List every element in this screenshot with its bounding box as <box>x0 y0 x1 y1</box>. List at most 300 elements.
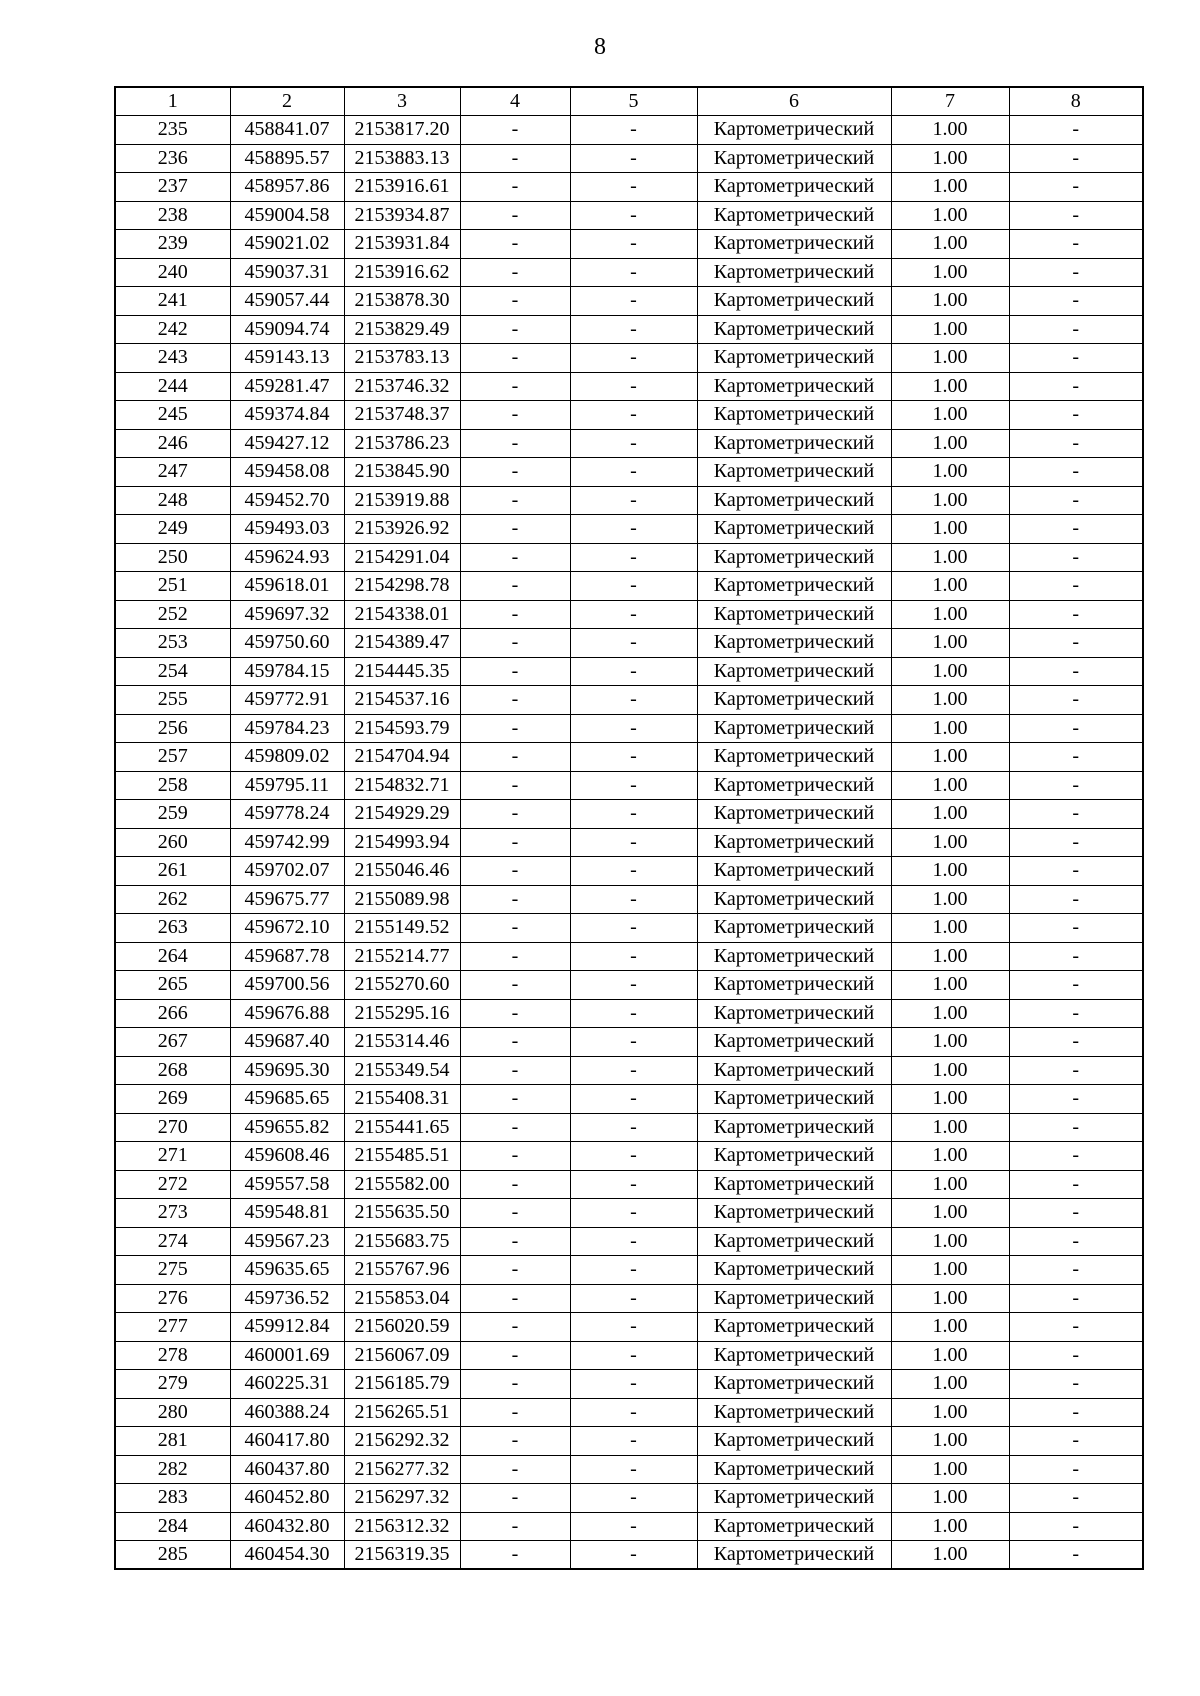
x-coordinate-cell: 460225.31 <box>230 1370 344 1399</box>
accuracy-cell: 1.00 <box>891 657 1009 686</box>
col8-cell: - <box>1009 1398 1143 1427</box>
col4-cell: - <box>460 629 570 658</box>
method-cell: Картометрический <box>697 1541 891 1570</box>
y-coordinate-cell: 2153931.84 <box>344 230 460 259</box>
col5-cell: - <box>570 629 697 658</box>
method-cell: Картометрический <box>697 401 891 430</box>
method-cell: Картометрический <box>697 429 891 458</box>
point-number-cell: 243 <box>115 344 230 373</box>
table-row <box>115 743 1143 772</box>
method-cell: Картометрический <box>697 1085 891 1114</box>
y-coordinate-cell: 2153746.32 <box>344 372 460 401</box>
x-coordinate-cell: 459742.99 <box>230 828 344 857</box>
method-cell: Картометрический <box>697 771 891 800</box>
accuracy-cell: 1.00 <box>891 1056 1009 1085</box>
table-row <box>115 999 1143 1028</box>
col5-cell: - <box>570 1256 697 1285</box>
x-coordinate-cell: 459624.93 <box>230 543 344 572</box>
col5-cell: - <box>570 914 697 943</box>
point-number-cell: 252 <box>115 600 230 629</box>
table-row <box>115 1370 1143 1399</box>
col8-cell: - <box>1009 771 1143 800</box>
table-row <box>115 144 1143 173</box>
col5-cell: - <box>570 1142 697 1171</box>
y-coordinate-cell: 2156319.35 <box>344 1541 460 1570</box>
x-coordinate-cell: 459702.07 <box>230 857 344 886</box>
table-row <box>115 1113 1143 1142</box>
table-header-row <box>115 87 1143 116</box>
method-cell: Картометрический <box>697 1284 891 1313</box>
col4-cell: - <box>460 1398 570 1427</box>
col4-cell: - <box>460 1170 570 1199</box>
x-coordinate-cell: 458841.07 <box>230 116 344 145</box>
accuracy-cell: 1.00 <box>891 1370 1009 1399</box>
col5-cell: - <box>570 743 697 772</box>
col5-cell: - <box>570 971 697 1000</box>
point-number-cell: 236 <box>115 144 230 173</box>
col8-cell: - <box>1009 1541 1143 1570</box>
col8-cell: - <box>1009 116 1143 145</box>
col5-cell: - <box>570 572 697 601</box>
col5-cell: - <box>570 1056 697 1085</box>
col8-cell: - <box>1009 287 1143 316</box>
col5-cell: - <box>570 401 697 430</box>
table-row <box>115 714 1143 743</box>
x-coordinate-cell: 459695.30 <box>230 1056 344 1085</box>
method-cell: Картометрический <box>697 173 891 202</box>
accuracy-cell: 1.00 <box>891 999 1009 1028</box>
y-coordinate-cell: 2154993.94 <box>344 828 460 857</box>
col8-cell: - <box>1009 515 1143 544</box>
col5-cell: - <box>570 999 697 1028</box>
x-coordinate-cell: 459784.15 <box>230 657 344 686</box>
col4-cell: - <box>460 1370 570 1399</box>
point-number-cell: 263 <box>115 914 230 943</box>
x-coordinate-cell: 459778.24 <box>230 800 344 829</box>
col4-cell: - <box>460 458 570 487</box>
col8-cell: - <box>1009 144 1143 173</box>
col8-cell: - <box>1009 629 1143 658</box>
y-coordinate-cell: 2155582.00 <box>344 1170 460 1199</box>
accuracy-cell: 1.00 <box>891 629 1009 658</box>
point-number-cell: 254 <box>115 657 230 686</box>
col4-cell: - <box>460 173 570 202</box>
col8-cell: - <box>1009 572 1143 601</box>
accuracy-cell: 1.00 <box>891 743 1009 772</box>
table-body <box>115 116 1143 1570</box>
col8-cell: - <box>1009 173 1143 202</box>
col8-cell: - <box>1009 1056 1143 1085</box>
y-coordinate-cell: 2153748.37 <box>344 401 460 430</box>
col8-cell: - <box>1009 600 1143 629</box>
accuracy-cell: 1.00 <box>891 914 1009 943</box>
col8-cell: - <box>1009 1113 1143 1142</box>
accuracy-cell: 1.00 <box>891 1256 1009 1285</box>
point-number-cell: 244 <box>115 372 230 401</box>
point-number-cell: 265 <box>115 971 230 1000</box>
col4-cell: - <box>460 1427 570 1456</box>
x-coordinate-cell: 459618.01 <box>230 572 344 601</box>
col4-cell: - <box>460 144 570 173</box>
table-row <box>115 1398 1143 1427</box>
accuracy-cell: 1.00 <box>891 116 1009 145</box>
col4-cell: - <box>460 344 570 373</box>
accuracy-cell: 1.00 <box>891 686 1009 715</box>
y-coordinate-cell: 2156297.32 <box>344 1484 460 1513</box>
x-coordinate-cell: 459675.77 <box>230 885 344 914</box>
accuracy-cell: 1.00 <box>891 600 1009 629</box>
col8-cell: - <box>1009 743 1143 772</box>
col5-cell: - <box>570 885 697 914</box>
method-cell: Картометрический <box>697 629 891 658</box>
x-coordinate-cell: 459374.84 <box>230 401 344 430</box>
col4-cell: - <box>460 1284 570 1313</box>
y-coordinate-cell: 2154593.79 <box>344 714 460 743</box>
col5-cell: - <box>570 201 697 230</box>
col8-cell: - <box>1009 971 1143 1000</box>
method-cell: Картометрический <box>697 116 891 145</box>
col4-cell: - <box>460 1484 570 1513</box>
col5-cell: - <box>570 828 697 857</box>
col8-cell: - <box>1009 885 1143 914</box>
col8-cell: - <box>1009 914 1143 943</box>
column-header: 2 <box>230 87 344 116</box>
table-row <box>115 173 1143 202</box>
col4-cell: - <box>460 1341 570 1370</box>
y-coordinate-cell: 2154338.01 <box>344 600 460 629</box>
y-coordinate-cell: 2156020.59 <box>344 1313 460 1342</box>
accuracy-cell: 1.00 <box>891 1284 1009 1313</box>
table-row <box>115 1284 1143 1313</box>
table-row <box>115 600 1143 629</box>
method-cell: Картометрический <box>697 657 891 686</box>
col8-cell: - <box>1009 401 1143 430</box>
point-number-cell: 267 <box>115 1028 230 1057</box>
accuracy-cell: 1.00 <box>891 458 1009 487</box>
col8-cell: - <box>1009 800 1143 829</box>
col8-cell: - <box>1009 543 1143 572</box>
y-coordinate-cell: 2153817.20 <box>344 116 460 145</box>
method-cell: Картометрический <box>697 999 891 1028</box>
table-row <box>115 828 1143 857</box>
point-number-cell: 239 <box>115 230 230 259</box>
col5-cell: - <box>570 1398 697 1427</box>
col8-cell: - <box>1009 1227 1143 1256</box>
table-row <box>115 1455 1143 1484</box>
y-coordinate-cell: 2156067.09 <box>344 1341 460 1370</box>
col4-cell: - <box>460 572 570 601</box>
table-row <box>115 657 1143 686</box>
col8-cell: - <box>1009 1199 1143 1228</box>
accuracy-cell: 1.00 <box>891 144 1009 173</box>
x-coordinate-cell: 460452.80 <box>230 1484 344 1513</box>
y-coordinate-cell: 2153916.62 <box>344 258 460 287</box>
col4-cell: - <box>460 1227 570 1256</box>
col5-cell: - <box>570 771 697 800</box>
col4-cell: - <box>460 743 570 772</box>
col5-cell: - <box>570 1199 697 1228</box>
point-number-cell: 262 <box>115 885 230 914</box>
col5-cell: - <box>570 258 697 287</box>
col4-cell: - <box>460 971 570 1000</box>
col4-cell: - <box>460 657 570 686</box>
point-number-cell: 247 <box>115 458 230 487</box>
table-row <box>115 1341 1143 1370</box>
page-number: 8 <box>594 34 606 60</box>
accuracy-cell: 1.00 <box>891 486 1009 515</box>
accuracy-cell: 1.00 <box>891 1170 1009 1199</box>
y-coordinate-cell: 2154291.04 <box>344 543 460 572</box>
method-cell: Картометрический <box>697 743 891 772</box>
method-cell: Картометрический <box>697 1056 891 1085</box>
method-cell: Картометрический <box>697 828 891 857</box>
x-coordinate-cell: 459493.03 <box>230 515 344 544</box>
y-coordinate-cell: 2155314.46 <box>344 1028 460 1057</box>
col4-cell: - <box>460 857 570 886</box>
y-coordinate-cell: 2154929.29 <box>344 800 460 829</box>
y-coordinate-cell: 2153878.30 <box>344 287 460 316</box>
method-cell: Картометрический <box>697 1455 891 1484</box>
column-header: 7 <box>891 87 1009 116</box>
col4-cell: - <box>460 315 570 344</box>
point-number-cell: 250 <box>115 543 230 572</box>
accuracy-cell: 1.00 <box>891 572 1009 601</box>
col8-cell: - <box>1009 1284 1143 1313</box>
method-cell: Картометрический <box>697 486 891 515</box>
point-number-cell: 274 <box>115 1227 230 1256</box>
y-coordinate-cell: 2153829.49 <box>344 315 460 344</box>
column-header: 5 <box>570 87 697 116</box>
x-coordinate-cell: 459795.11 <box>230 771 344 800</box>
column-header: 3 <box>344 87 460 116</box>
point-number-cell: 266 <box>115 999 230 1028</box>
col8-cell: - <box>1009 1170 1143 1199</box>
table-row <box>115 1484 1143 1513</box>
table-row <box>115 116 1143 145</box>
col4-cell: - <box>460 600 570 629</box>
x-coordinate-cell: 459021.02 <box>230 230 344 259</box>
x-coordinate-cell: 459452.70 <box>230 486 344 515</box>
x-coordinate-cell: 459427.12 <box>230 429 344 458</box>
col5-cell: - <box>570 230 697 259</box>
accuracy-cell: 1.00 <box>891 942 1009 971</box>
method-cell: Картометрический <box>697 1484 891 1513</box>
accuracy-cell: 1.00 <box>891 429 1009 458</box>
col5-cell: - <box>570 857 697 886</box>
accuracy-cell: 1.00 <box>891 258 1009 287</box>
method-cell: Картометрический <box>697 800 891 829</box>
col5-cell: - <box>570 1370 697 1399</box>
col5-cell: - <box>570 515 697 544</box>
table-row <box>115 372 1143 401</box>
col8-cell: - <box>1009 857 1143 886</box>
point-number-cell: 242 <box>115 315 230 344</box>
y-coordinate-cell: 2154298.78 <box>344 572 460 601</box>
method-cell: Картометрический <box>697 572 891 601</box>
col5-cell: - <box>570 1512 697 1541</box>
y-coordinate-cell: 2156277.32 <box>344 1455 460 1484</box>
col5-cell: - <box>570 458 697 487</box>
col4-cell: - <box>460 686 570 715</box>
point-number-cell: 279 <box>115 1370 230 1399</box>
accuracy-cell: 1.00 <box>891 543 1009 572</box>
col5-cell: - <box>570 486 697 515</box>
method-cell: Картометрический <box>697 1427 891 1456</box>
table-row <box>115 401 1143 430</box>
x-coordinate-cell: 460001.69 <box>230 1341 344 1370</box>
method-cell: Картометрический <box>697 1313 891 1342</box>
col5-cell: - <box>570 344 697 373</box>
method-cell: Картометрический <box>697 515 891 544</box>
col8-cell: - <box>1009 657 1143 686</box>
y-coordinate-cell: 2155408.31 <box>344 1085 460 1114</box>
col8-cell: - <box>1009 258 1143 287</box>
coordinates-table <box>114 86 1144 1570</box>
method-cell: Картометрический <box>697 287 891 316</box>
y-coordinate-cell: 2156265.51 <box>344 1398 460 1427</box>
point-number-cell: 275 <box>115 1256 230 1285</box>
col4-cell: - <box>460 543 570 572</box>
col4-cell: - <box>460 1199 570 1228</box>
y-coordinate-cell: 2155635.50 <box>344 1199 460 1228</box>
table-row <box>115 543 1143 572</box>
col8-cell: - <box>1009 942 1143 971</box>
col4-cell: - <box>460 230 570 259</box>
col4-cell: - <box>460 771 570 800</box>
method-cell: Картометрический <box>697 144 891 173</box>
accuracy-cell: 1.00 <box>891 201 1009 230</box>
method-cell: Картометрический <box>697 1142 891 1171</box>
y-coordinate-cell: 2155853.04 <box>344 1284 460 1313</box>
method-cell: Картометрический <box>697 372 891 401</box>
x-coordinate-cell: 459057.44 <box>230 287 344 316</box>
col4-cell: - <box>460 401 570 430</box>
method-cell: Картометрический <box>697 543 891 572</box>
y-coordinate-cell: 2153916.61 <box>344 173 460 202</box>
table-row <box>115 1170 1143 1199</box>
col8-cell: - <box>1009 686 1143 715</box>
x-coordinate-cell: 459548.81 <box>230 1199 344 1228</box>
x-coordinate-cell: 459687.40 <box>230 1028 344 1057</box>
table-row <box>115 686 1143 715</box>
table-row <box>115 914 1143 943</box>
col5-cell: - <box>570 942 697 971</box>
accuracy-cell: 1.00 <box>891 1313 1009 1342</box>
accuracy-cell: 1.00 <box>891 1142 1009 1171</box>
accuracy-cell: 1.00 <box>891 401 1009 430</box>
y-coordinate-cell: 2155270.60 <box>344 971 460 1000</box>
table-row <box>115 429 1143 458</box>
col5-cell: - <box>570 1028 697 1057</box>
point-number-cell: 278 <box>115 1341 230 1370</box>
y-coordinate-cell: 2156312.32 <box>344 1512 460 1541</box>
method-cell: Картометрический <box>697 1341 891 1370</box>
method-cell: Картометрический <box>697 857 891 886</box>
method-cell: Картометрический <box>697 1370 891 1399</box>
table-row <box>115 1427 1143 1456</box>
col4-cell: - <box>460 515 570 544</box>
point-number-cell: 268 <box>115 1056 230 1085</box>
accuracy-cell: 1.00 <box>891 1512 1009 1541</box>
col8-cell: - <box>1009 1085 1143 1114</box>
accuracy-cell: 1.00 <box>891 800 1009 829</box>
x-coordinate-cell: 459736.52 <box>230 1284 344 1313</box>
col8-cell: - <box>1009 714 1143 743</box>
accuracy-cell: 1.00 <box>891 230 1009 259</box>
method-cell: Картометрический <box>697 1512 891 1541</box>
col8-cell: - <box>1009 458 1143 487</box>
method-cell: Картометрический <box>697 230 891 259</box>
col8-cell: - <box>1009 1370 1143 1399</box>
x-coordinate-cell: 459700.56 <box>230 971 344 1000</box>
x-coordinate-cell: 459912.84 <box>230 1313 344 1342</box>
point-number-cell: 258 <box>115 771 230 800</box>
y-coordinate-cell: 2154704.94 <box>344 743 460 772</box>
table-row <box>115 942 1143 971</box>
accuracy-cell: 1.00 <box>891 828 1009 857</box>
col5-cell: - <box>570 1427 697 1456</box>
y-coordinate-cell: 2153926.92 <box>344 515 460 544</box>
accuracy-cell: 1.00 <box>891 287 1009 316</box>
point-number-cell: 277 <box>115 1313 230 1342</box>
col8-cell: - <box>1009 1028 1143 1057</box>
x-coordinate-cell: 459809.02 <box>230 743 344 772</box>
method-cell: Картометрический <box>697 714 891 743</box>
method-cell: Картометрический <box>697 1113 891 1142</box>
col4-cell: - <box>460 372 570 401</box>
point-number-cell: 241 <box>115 287 230 316</box>
x-coordinate-cell: 460454.30 <box>230 1541 344 1570</box>
accuracy-cell: 1.00 <box>891 1113 1009 1142</box>
point-number-cell: 246 <box>115 429 230 458</box>
accuracy-cell: 1.00 <box>891 885 1009 914</box>
x-coordinate-cell: 459655.82 <box>230 1113 344 1142</box>
accuracy-cell: 1.00 <box>891 1199 1009 1228</box>
col5-cell: - <box>570 287 697 316</box>
col8-cell: - <box>1009 201 1143 230</box>
x-coordinate-cell: 459094.74 <box>230 315 344 344</box>
y-coordinate-cell: 2154537.16 <box>344 686 460 715</box>
x-coordinate-cell: 459608.46 <box>230 1142 344 1171</box>
accuracy-cell: 1.00 <box>891 1427 1009 1456</box>
x-coordinate-cell: 460437.80 <box>230 1455 344 1484</box>
col8-cell: - <box>1009 828 1143 857</box>
column-header: 6 <box>697 87 891 116</box>
y-coordinate-cell: 2155214.77 <box>344 942 460 971</box>
point-number-cell: 256 <box>115 714 230 743</box>
point-number-cell: 259 <box>115 800 230 829</box>
col5-cell: - <box>570 800 697 829</box>
column-header: 1 <box>115 87 230 116</box>
point-number-cell: 284 <box>115 1512 230 1541</box>
y-coordinate-cell: 2155089.98 <box>344 885 460 914</box>
x-coordinate-cell: 459458.08 <box>230 458 344 487</box>
column-header: 8 <box>1009 87 1143 116</box>
accuracy-cell: 1.00 <box>891 771 1009 800</box>
point-number-cell: 272 <box>115 1170 230 1199</box>
col8-cell: - <box>1009 1142 1143 1171</box>
accuracy-cell: 1.00 <box>891 173 1009 202</box>
table-row <box>115 629 1143 658</box>
col4-cell: - <box>460 828 570 857</box>
col5-cell: - <box>570 600 697 629</box>
y-coordinate-cell: 2155349.54 <box>344 1056 460 1085</box>
method-cell: Картометрический <box>697 1028 891 1057</box>
point-number-cell: 271 <box>115 1142 230 1171</box>
table-row <box>115 572 1143 601</box>
x-coordinate-cell: 459037.31 <box>230 258 344 287</box>
x-coordinate-cell: 460388.24 <box>230 1398 344 1427</box>
